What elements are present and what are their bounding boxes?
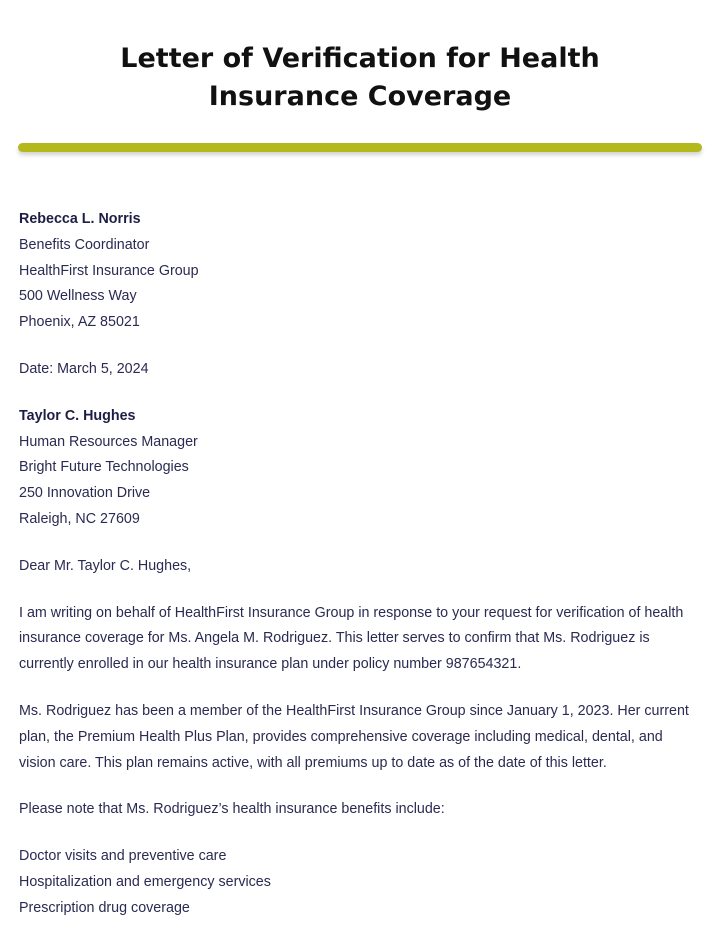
salutation: Dear Mr. Taylor C. Hughes, <box>19 557 192 574</box>
sender-address-block <box>19 207 703 336</box>
recipient-company: Bright Future Technologies <box>19 459 189 476</box>
recipient-city: Raleigh, NC 27609 <box>19 510 140 527</box>
sender-name: Rebecca L. Norris <box>19 211 141 227</box>
benefits-list <box>19 844 703 921</box>
paragraph-benefits-intro: Please note that Ms. Rodriguez’s health insurance benefits include: <box>19 801 445 818</box>
letter-body <box>19 207 703 934</box>
sender-street: 500 Wellness Way <box>19 288 137 305</box>
recipient-address-block <box>19 404 703 533</box>
recipient-name: Taylor C. Hughes <box>19 407 136 424</box>
sender-role: Benefits Coordinator <box>19 236 150 253</box>
list-item: Hospitalization and emergency services <box>19 873 271 890</box>
sender-city: Phoenix, AZ 85021 <box>19 314 140 331</box>
title-divider <box>18 143 702 152</box>
list-item: Doctor visits and preventive care <box>19 848 227 865</box>
letter-title: Letter of Verification for Health Insurance Coverage <box>120 43 600 112</box>
sender-company: HealthFirst Insurance Group <box>19 262 199 279</box>
recipient-street: 250 Innovation Drive <box>19 485 151 502</box>
paragraph-request: I am writing on behalf of HealthFirst Insurance Group in response to your request for verification of health insurance coverage for Ms. Angela M. Rodriguez. This letter serves to confirm that Ms. Rodriguez is currently enrolled in our health insurance plan under policy number 987654321. <box>19 604 684 673</box>
list-item: Prescription drug coverage <box>19 899 190 916</box>
recipient-role: Human Resources Manager <box>19 433 198 450</box>
letter-date: Date: March 5, 2024 <box>19 360 149 377</box>
paragraph-membership: Ms. Rodriguez has been a member of the HealthFirst Insurance Group since January 1, 2023. Her current plan, the Premium Health Plus Plan, provides comprehensive coverage including medical, dental, and vision care. This plan remains active, with all premiums up to date as of the date of this letter. <box>19 702 689 771</box>
